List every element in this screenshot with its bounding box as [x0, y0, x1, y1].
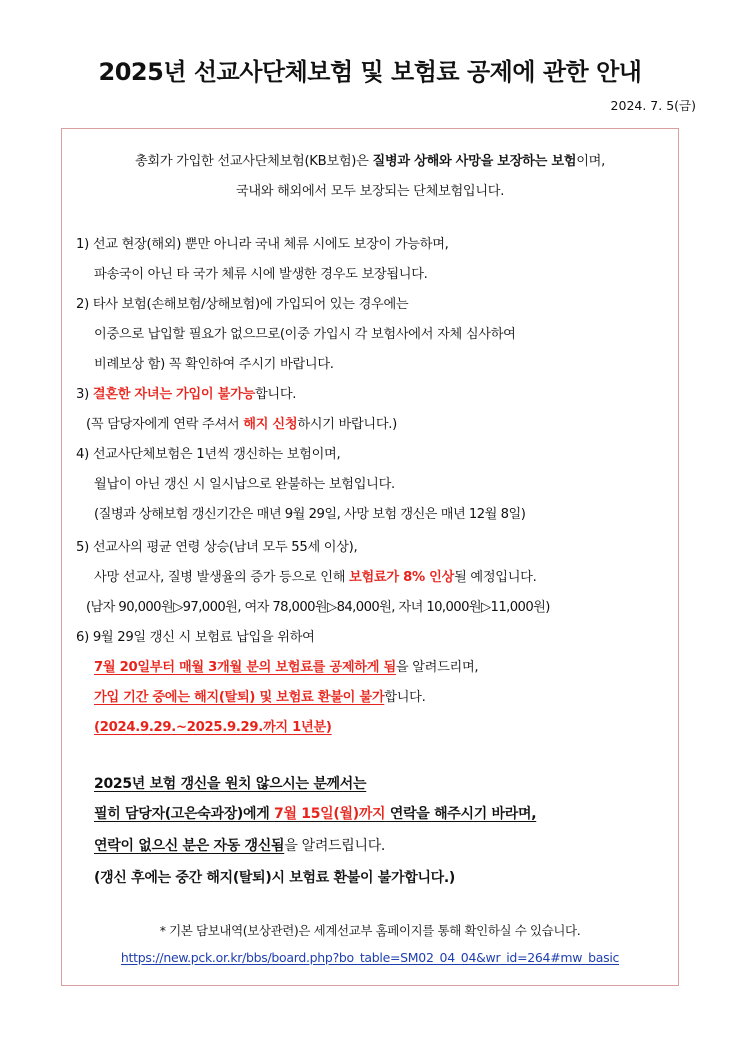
cancellation-highlight: 해지 신청 — [243, 417, 298, 432]
item-5-line-1: 5) 선교사의 평균 연령 상승(남녀 모두 55세 이상), — [76, 540, 358, 555]
item-5-line-2: 사망 선교사, 질병 발생율의 증가 등으로 인해 보험료가 8% 인상될 예정입니다. — [94, 570, 537, 585]
item-1-line-1: 1) 선교 현장(해외) 뿐만 아니라 국내 체류 시에도 보장이 가능하며, — [76, 237, 449, 252]
homepage-link[interactable]: https://new.pck.or.kr/bbs/board.php?bo_table=SM02_04_04&wr_id=264#mw_basic — [120, 950, 620, 965]
footnote: * 기본 담보내역(보상관련)은 세계선교부 홈페이지를 통해 확인하실 수 있습니다. — [159, 923, 581, 938]
page-title: 2025년 선교사단체보험 및 보험료 공제에 관한 안내 — [98, 58, 642, 86]
coverage-highlight: 질병과 상해와 사망을 보장하는 보험 — [372, 154, 577, 169]
item-2-line-2: 이중으로 납입할 필요가 없으므로(이중 가입시 각 보험사에서 자체 심사하여 — [94, 327, 516, 342]
notice-line-4: (갱신 후에는 중간 해지(탈퇴)시 보험료 환불이 불가합니다.) — [94, 870, 456, 886]
item-6-line-4 — [94, 716, 332, 735]
item-6-line-1: 6) 9월 29일 갱신 시 보험료 납입을 위하여 — [76, 630, 315, 645]
notice-line-2: 필히 담당자(고은숙과장)에게 7월 15일(월)까지 연락을 해주시기 바라며, — [94, 806, 537, 822]
item-4-line-2: 월납이 아닌 갱신 시 일시납으로 완불하는 보험입니다. — [94, 477, 395, 492]
no-refund-highlight: 가입 기간 중에는 해지(탈퇴) 및 보험료 환불이 불가 — [94, 690, 385, 705]
content-box — [61, 128, 679, 986]
item-1-line-2: 파송국이 아닌 타 국가 체류 시에 발생한 경우도 보장됩니다. — [94, 267, 428, 282]
notice-line-3: 연락이 없으신 분은 자동 갱신됨을 알려드립니다. — [94, 838, 386, 854]
coverage-period-highlight: (2024.9.29.~2025.9.29.까지 1년분) — [94, 720, 332, 735]
deadline-highlight: 7월 15일(월)까지 — [274, 806, 386, 822]
item-5-line-3: (남자 90,000원▷97,000원, 여자 78,000원▷84,000원, 자녀 10,000원▷11,000원) — [86, 600, 550, 615]
item-4-line-3: (질병과 상해보험 갱신기간은 매년 9월 29일, 사망 보험 갱신은 매년 12월 8일) — [94, 507, 526, 522]
deduction-highlight: 7월 20일부터 매월 3개월 분의 보험료를 공제하게 됨 — [94, 660, 396, 675]
item-4-line-1: 4) 선교사단체보험은 1년씩 갱신하는 보험이며, — [76, 447, 341, 462]
homepage-link-line — [0, 950, 740, 966]
intro-line-1: 총회가 가입한 선교사단체보험(KB보험)은 질병과 상해와 사망을 보장하는 보험이며, — [134, 154, 606, 169]
item-6-line-3: 가입 기간 중에는 해지(탈퇴) 및 보험료 환불이 불가합니다. — [94, 690, 426, 705]
notice-date: 2024. 7. 5(금) — [610, 98, 696, 113]
item-3-line-1: 3) 결혼한 자녀는 가입이 불가능합니다. — [76, 387, 297, 402]
item-6-line-2: 7월 20일부터 매월 3개월 분의 보험료를 공제하게 됨을 알려드리며, — [94, 660, 479, 675]
married-children-warning: 결혼한 자녀는 가입이 불가능 — [92, 387, 255, 402]
notice-line-1: 2025년 보험 갱신을 원치 않으시는 분께서는 — [94, 776, 367, 792]
intro-line-2: 국내와 해외에서 모두 보장되는 단체보험입니다. — [235, 184, 505, 199]
item-3-line-2: (꼭 담당자에게 연락 주셔서 해지 신청하시기 바랍니다.) — [86, 417, 398, 432]
premium-increase-highlight: 보험료가 8% 인상 — [349, 570, 455, 585]
item-2-line-3: 비례보상 함) 꼭 확인하여 주시기 바랍니다. — [94, 357, 334, 372]
item-2-line-1: 2) 타사 보험(손해보험/상해보험)에 가입되어 있는 경우에는 — [76, 297, 409, 312]
